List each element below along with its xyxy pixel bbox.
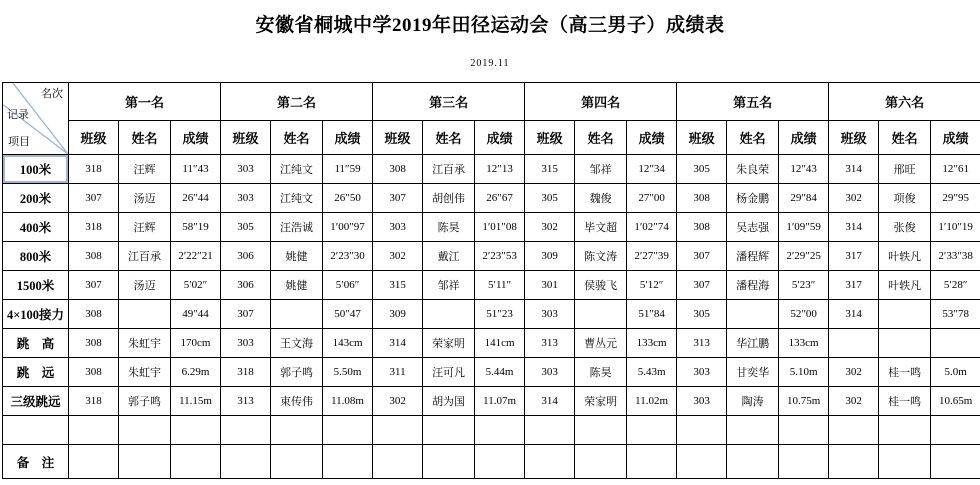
cell-result: 1′01″08 (475, 213, 525, 242)
event-row (3, 300, 980, 329)
cell-name: 胡创伟 (423, 184, 475, 213)
cell-class (525, 416, 575, 445)
cell-class: 302 (373, 242, 423, 271)
cell-result: 6.29m (171, 358, 221, 387)
event-label: 4×100接力 (3, 300, 69, 329)
cell-name (423, 445, 475, 479)
cell-result: 170cm (171, 329, 221, 358)
cell-result (475, 416, 525, 445)
cell-result: 5.44m (475, 358, 525, 387)
cell-name: 陈文涛 (575, 242, 627, 271)
cell-result (171, 445, 221, 479)
subheader-class-1: 班级 (69, 121, 119, 155)
place-header-row (3, 83, 980, 121)
cell-class: 308 (677, 213, 727, 242)
date-subtitle: 2019.11 (470, 58, 510, 69)
cell-name: 桂一鸣 (879, 387, 931, 416)
cell-result (779, 416, 829, 445)
cell-name: 叶轶凡 (879, 242, 931, 271)
cell-name: 朱良荣 (727, 155, 779, 184)
cell-name: 陈昊 (575, 358, 627, 387)
subheader-name-6: 姓名 (879, 121, 931, 155)
cell-name: 姚健 (271, 271, 323, 300)
cell-class: 302 (829, 358, 879, 387)
cell-class: 313 (677, 329, 727, 358)
cell-name: 戴江 (423, 242, 475, 271)
cell-result (931, 445, 980, 479)
cell-result: 1′00″97 (323, 213, 373, 242)
cell-class: 303 (677, 387, 727, 416)
cell-result: 12″61 (931, 155, 980, 184)
cell-name: 胡为国 (423, 387, 475, 416)
cell-name (575, 416, 627, 445)
cell-name: 郭子鸣 (119, 387, 171, 416)
cell-class: 313 (221, 387, 271, 416)
cell-class: 302 (829, 387, 879, 416)
cell-result (171, 416, 221, 445)
cell-name: 朱虹宇 (119, 358, 171, 387)
cell-class: 311 (373, 358, 423, 387)
cell-name: 江纯文 (271, 184, 323, 213)
subheader-result-5: 成绩 (779, 121, 829, 155)
cell-result: 5′11″ (475, 271, 525, 300)
cell-class (69, 445, 119, 479)
cell-result: 1′10″19 (931, 213, 980, 242)
cell-result: 11″43 (171, 155, 221, 184)
cell-class: 305 (677, 155, 727, 184)
cell-class: 303 (677, 358, 727, 387)
cell-class: 303 (221, 184, 271, 213)
cell-result: 5′28″ (931, 271, 980, 300)
cell-name: 汪辉 (119, 155, 171, 184)
cell-class (677, 445, 727, 479)
cell-name: 曹丛元 (575, 329, 627, 358)
cell-result (475, 445, 525, 479)
cell-class (829, 445, 879, 479)
cell-name: 江百承 (119, 242, 171, 271)
cell-name: 邹祥 (423, 271, 475, 300)
cell-class: 306 (221, 242, 271, 271)
cell-result: 26″50 (323, 184, 373, 213)
event-row (3, 387, 980, 416)
cell-name: 汤迈 (119, 184, 171, 213)
subheader-name-3: 姓名 (423, 121, 475, 155)
cell-class (373, 445, 423, 479)
cell-class: 309 (525, 242, 575, 271)
subheader-result-2: 成绩 (323, 121, 373, 155)
cell-name (423, 300, 475, 329)
cell-result: 1′09″59 (779, 213, 829, 242)
event-row (3, 242, 980, 271)
cell-class: 301 (525, 271, 575, 300)
cell-name: 朱虹宇 (119, 329, 171, 358)
cell-class: 318 (69, 155, 119, 184)
cell-result: 11.15m (171, 387, 221, 416)
place-header-6: 第六名 (829, 83, 980, 121)
cell-name: 桂一鸣 (879, 358, 931, 387)
cell-name (119, 445, 171, 479)
cell-result: 11″59 (323, 155, 373, 184)
cell-name: 荣家明 (575, 387, 627, 416)
event-label: 800米 (3, 242, 69, 271)
event-label: 400米 (3, 213, 69, 242)
cell-result: 1′02″74 (627, 213, 677, 242)
cell-class: 317 (829, 271, 879, 300)
cell-name (727, 445, 779, 479)
cell-name: 项俊 (879, 184, 931, 213)
cell-class: 315 (525, 155, 575, 184)
cell-name: 毕文超 (575, 213, 627, 242)
cell-name: 潘程海 (727, 271, 779, 300)
cell-class: 302 (525, 213, 575, 242)
corner-header-cell (3, 83, 69, 155)
event-label: 100米 (3, 155, 69, 184)
cell-name: 汤迈 (119, 271, 171, 300)
cell-result: 2′33″38 (931, 242, 980, 271)
results-table (2, 82, 980, 479)
subheader-class-4: 班级 (525, 121, 575, 155)
event-row (3, 213, 980, 242)
cell-result (627, 416, 677, 445)
blank-row (3, 416, 980, 445)
cell-result: 5.0m (931, 358, 980, 387)
cell-result: 26″44 (171, 184, 221, 213)
cell-result (779, 445, 829, 479)
cell-name: 吴志强 (727, 213, 779, 242)
subheader-name-5: 姓名 (727, 121, 779, 155)
cell-class (373, 416, 423, 445)
event-row (3, 329, 980, 358)
event-row (3, 271, 980, 300)
cell-class: 317 (829, 242, 879, 271)
cell-name: 汪浩诚 (271, 213, 323, 242)
cell-result: 5.50m (323, 358, 373, 387)
cell-name: 郭子鸣 (271, 358, 323, 387)
cell-name (879, 416, 931, 445)
cell-result: 52″00 (779, 300, 829, 329)
cell-class: 318 (221, 358, 271, 387)
subheader-result-3: 成绩 (475, 121, 525, 155)
notes-row (3, 445, 980, 479)
cell-result: 2′23″30 (323, 242, 373, 271)
cell-result: 29″84 (779, 184, 829, 213)
cell-name: 束传伟 (271, 387, 323, 416)
cell-result: 12″13 (475, 155, 525, 184)
subheader-result-1: 成绩 (171, 121, 221, 155)
subheader-class-3: 班级 (373, 121, 423, 155)
cell-class: 307 (373, 184, 423, 213)
subheader-class-5: 班级 (677, 121, 727, 155)
cell-name: 姚健 (271, 242, 323, 271)
empty-event-cell (3, 416, 69, 445)
cell-name (879, 445, 931, 479)
cell-name: 江纯文 (271, 155, 323, 184)
corner-rank-label: 名次 (41, 88, 63, 100)
cell-class: 303 (525, 358, 575, 387)
cell-class: 307 (677, 271, 727, 300)
cell-result: 58″19 (171, 213, 221, 242)
cell-name: 潘程辉 (727, 242, 779, 271)
cell-class: 303 (221, 155, 271, 184)
cell-class: 313 (525, 329, 575, 358)
cell-result: 27″00 (627, 184, 677, 213)
cell-class: 309 (373, 300, 423, 329)
cell-name (119, 300, 171, 329)
cell-class: 314 (829, 213, 879, 242)
subheader-result-4: 成绩 (627, 121, 677, 155)
cell-class: 308 (69, 300, 119, 329)
cell-class: 305 (525, 184, 575, 213)
cell-result: 2′29″25 (779, 242, 829, 271)
cell-class: 303 (221, 329, 271, 358)
cell-name (575, 300, 627, 329)
cell-name: 邢旺 (879, 155, 931, 184)
cell-class: 318 (69, 387, 119, 416)
subheader-class-2: 班级 (221, 121, 271, 155)
event-label: 三级跳远 (3, 387, 69, 416)
corner-event-label: 项目 (8, 136, 30, 148)
cell-result (323, 416, 373, 445)
corner-record-label: 记录 (7, 109, 29, 121)
cell-result: 2′23″53 (475, 242, 525, 271)
cell-class: 307 (69, 184, 119, 213)
place-header-1: 第一名 (69, 83, 221, 121)
cell-class: 308 (69, 358, 119, 387)
cell-class: 318 (69, 213, 119, 242)
cell-result: 143cm (323, 329, 373, 358)
cell-name: 叶轶凡 (879, 271, 931, 300)
cell-result: 53″78 (931, 300, 980, 329)
cell-result: 51″84 (627, 300, 677, 329)
cell-result: 12″43 (779, 155, 829, 184)
cell-result: 11.02m (627, 387, 677, 416)
cell-name (727, 416, 779, 445)
cell-name (271, 416, 323, 445)
event-label: 备 注 (3, 445, 69, 479)
cell-result: 2′27″39 (627, 242, 677, 271)
cell-name: 汪可凡 (423, 358, 475, 387)
event-label: 1500米 (3, 271, 69, 300)
cell-result: 12″34 (627, 155, 677, 184)
cell-name (271, 445, 323, 479)
cell-class: 308 (373, 155, 423, 184)
cell-class: 305 (677, 300, 727, 329)
cell-result: 49″44 (171, 300, 221, 329)
cell-result: 50″47 (323, 300, 373, 329)
cell-name: 陈昊 (423, 213, 475, 242)
cell-name: 陶涛 (727, 387, 779, 416)
cell-class: 306 (221, 271, 271, 300)
cell-name: 江百承 (423, 155, 475, 184)
cell-name: 王文海 (271, 329, 323, 358)
cell-result: 5′12″ (627, 271, 677, 300)
cell-class: 314 (373, 329, 423, 358)
cell-class: 308 (677, 184, 727, 213)
cell-class: 315 (373, 271, 423, 300)
place-header-4: 第四名 (525, 83, 677, 121)
place-header-2: 第二名 (221, 83, 373, 121)
cell-result (931, 329, 980, 358)
cell-name: 张俊 (879, 213, 931, 242)
subheader-class-6: 班级 (829, 121, 879, 155)
cell-class: 308 (69, 242, 119, 271)
subheader-name-2: 姓名 (271, 121, 323, 155)
cell-class: 302 (373, 387, 423, 416)
cell-class (69, 416, 119, 445)
cell-name (119, 416, 171, 445)
event-label: 跳 远 (3, 358, 69, 387)
cell-result: 29″95 (931, 184, 980, 213)
cell-name: 邹祥 (575, 155, 627, 184)
place-header-5: 第五名 (677, 83, 829, 121)
event-label: 200米 (3, 184, 69, 213)
cell-class: 303 (525, 300, 575, 329)
cell-name (271, 300, 323, 329)
subheader-row (3, 121, 980, 155)
cell-name: 汪辉 (119, 213, 171, 242)
cell-result: 133cm (627, 329, 677, 358)
cell-name: 杨金鹏 (727, 184, 779, 213)
place-header-3: 第三名 (373, 83, 525, 121)
cell-class: 308 (69, 329, 119, 358)
cell-class: 305 (221, 213, 271, 242)
cell-result: 51″23 (475, 300, 525, 329)
cell-class: 303 (373, 213, 423, 242)
cell-class: 314 (525, 387, 575, 416)
cell-name: 荣家明 (423, 329, 475, 358)
cell-class: 302 (829, 184, 879, 213)
cell-name (879, 300, 931, 329)
subheader-result-6: 成绩 (931, 121, 980, 155)
cell-result (931, 416, 980, 445)
cell-name: 魏俊 (575, 184, 627, 213)
cell-result: 26″67 (475, 184, 525, 213)
cell-class: 307 (69, 271, 119, 300)
cell-name (423, 416, 475, 445)
cell-result: 11.08m (323, 387, 373, 416)
cell-result: 5.43m (627, 358, 677, 387)
cell-result: 141cm (475, 329, 525, 358)
cell-class: 307 (221, 300, 271, 329)
subheader-name-4: 姓名 (575, 121, 627, 155)
cell-result: 5′06″ (323, 271, 373, 300)
cell-class (677, 416, 727, 445)
cell-result: 5.10m (779, 358, 829, 387)
cell-result: 2′22″21 (171, 242, 221, 271)
cell-result: 5′02″ (171, 271, 221, 300)
event-row (3, 358, 980, 387)
cell-name: 甘奕华 (727, 358, 779, 387)
cell-result: 11.07m (475, 387, 525, 416)
event-row (3, 184, 980, 213)
cell-class (829, 329, 879, 358)
cell-class (221, 416, 271, 445)
cell-class (829, 416, 879, 445)
cell-name: 侯骏飞 (575, 271, 627, 300)
cell-class: 314 (829, 300, 879, 329)
cell-result: 133cm (779, 329, 829, 358)
cell-name (575, 445, 627, 479)
cell-name (879, 329, 931, 358)
event-label: 跳 高 (3, 329, 69, 358)
cell-name: 华江鹏 (727, 329, 779, 358)
cell-result (627, 445, 677, 479)
cell-class: 307 (677, 242, 727, 271)
cell-result (323, 445, 373, 479)
subheader-name-1: 姓名 (119, 121, 171, 155)
cell-class: 314 (829, 155, 879, 184)
event-row (3, 155, 980, 184)
cell-class (525, 445, 575, 479)
cell-result: 10.75m (779, 387, 829, 416)
cell-class (221, 445, 271, 479)
cell-result: 5′23″ (779, 271, 829, 300)
cell-name (727, 300, 779, 329)
cell-result: 10.65m (931, 387, 980, 416)
page-title: 安徽省桐城中学2019年田径运动会（高三男子）成绩表 (255, 15, 725, 36)
